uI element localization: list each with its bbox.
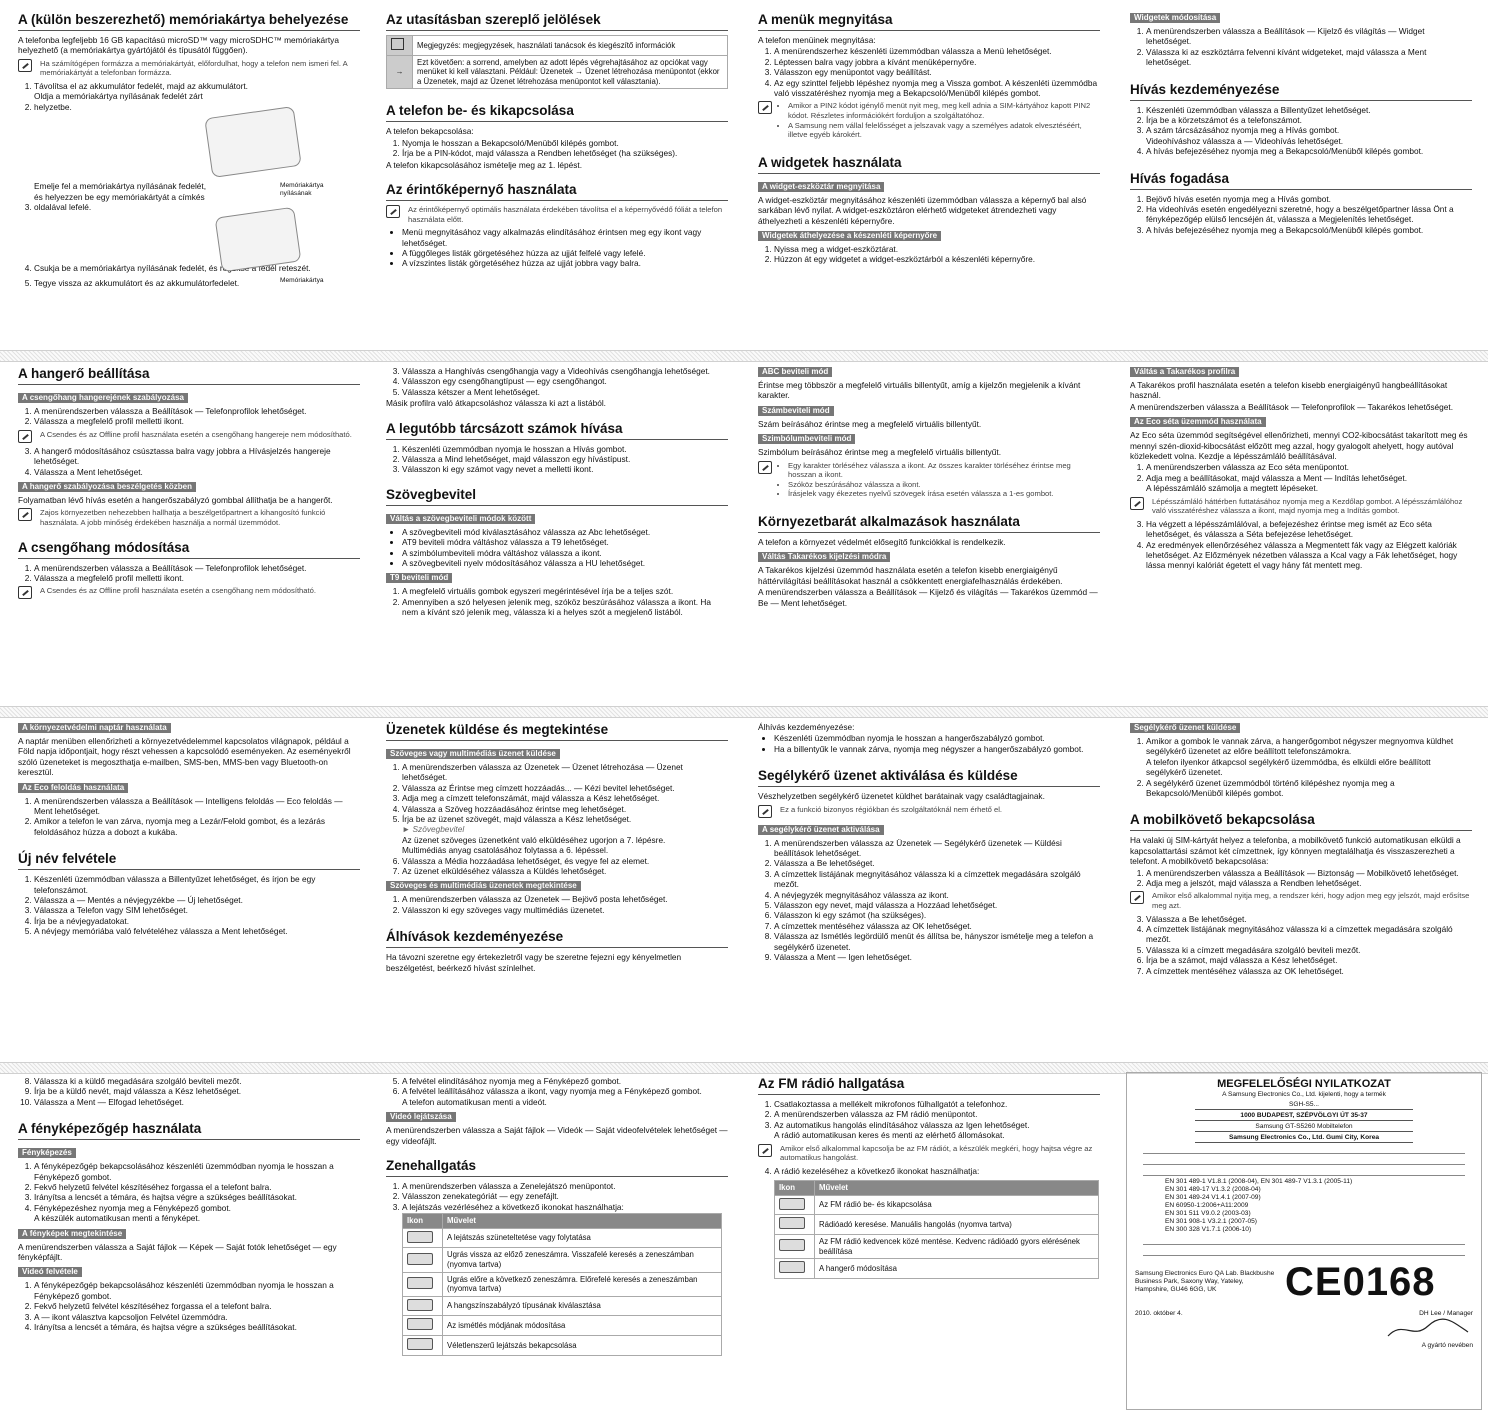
section-title: Környezetbarát alkalmazások használata (758, 514, 1100, 533)
step: 4. Csukja be a memóriakártya nyílásának fedelét, és rögzítse a fedél reteszét. (34, 263, 360, 273)
subsection-title: Az Eco feloldás használata (18, 783, 128, 793)
step: 4. A rádió kezeléséhez a következő ikonokat használhatja: (774, 1166, 1100, 1176)
signatory-title: A gyártó nevében (1421, 1342, 1473, 1350)
panel-menus (758, 12, 1100, 342)
step: 3. A címzettek listájának megnyitásához válassza ki a címzettek megadására szolgáló mezőt. (774, 869, 1100, 890)
panel-eco-walk (1130, 366, 1472, 700)
step: 1. A menürendszerhez készenléti üzemmódban válassza a Menü lehetőséget. (774, 46, 1100, 56)
power-icon (779, 1198, 805, 1210)
step: 1. A fényképezőgép bekapcsolásához készenléti üzemmódban nyomja le hosszan a Fényképező gombot. (34, 1280, 360, 1301)
step: 1. Távolítsa el az akkumulátor fedelét, majd az akkumulátort. (34, 81, 360, 91)
paragraph: A menürendszerben válassza a Saját fájlok — Képek — Saját fotók lehetőséget — egy fényképfájlt. (18, 1241, 337, 1263)
step: 1. Készenléti üzemmódban válassza a Billentyűzet lehetőséget. (1146, 105, 1472, 115)
step: 2. Fekvő helyzetű felvétel készítéséhez forgassa el a telefont balra. (34, 1301, 360, 1311)
note-icon (1130, 891, 1144, 904)
paragraph: A naptár menüben ellenőrizheti a környezetvédelemmel kapcsolatos világnapok, például a Föld napja időpontjait, hogy részt vehessen a kapcsolódó eseményeken. Az eseményekről szóló üzeneteket is megoszthatja e-mailben, SMS-ben, MMS-ben vagy Bluetooth-on keresztül. (18, 736, 351, 778)
paragraph: Másik profilra való átkapcsoláshoz válassza ki azt a listából. (386, 398, 606, 409)
section-title: Szövegbevitel (386, 487, 728, 506)
table-row: A hangerő módosítása (775, 1259, 1099, 1279)
arrow-icon: → (387, 55, 413, 89)
step: 1. A menürendszerben válassza a Beállítások — Telefonprofilok lehetőséget. (34, 406, 360, 416)
step: 1. Bejövő hívás esetén nyomja meg a Hívás gombot. (1146, 194, 1472, 204)
step: 3. A lejátszás vezérléséhez a következő ikonokat használhatja: (402, 1202, 728, 1212)
section-title: A csengőhang módosítása (18, 540, 360, 559)
step: 2. A menürendszerben válassza az FM rádió menüpontot. (774, 1109, 1100, 1119)
note (1130, 891, 1472, 910)
section-title: Hívás kezdeményezése (1130, 82, 1472, 101)
previous-icon (407, 1253, 433, 1265)
standard: EN 301 489-1 V1.8.1 (2008-04), EN 301 489-7 V1.3.1 (2005-11) (1165, 1178, 1353, 1185)
paragraph: Samsung Electronics Euro QA Lab. Blackbushe Business Park, Saxony Way, Yateley, Hampshire, GU46 6GG, UK (1135, 1270, 1275, 1293)
bullet: • AT9 beviteli módra váltáshoz válassza a T9 lehetőséget. (402, 537, 728, 547)
step: 2. Válassza a Be lehetőséget. (774, 858, 1100, 868)
paragraph: Ha valaki új SIM-kártyát helyez a telefonba, a mobilkövető funkció automatikusan elküldi a kapcsolattartási számot két címzettnek, így könnyen megtalálhatja és visszaszerezheti a telefont. A mobilkövető bekapcsolása: (1130, 835, 1461, 867)
paragraph: Vészhelyzetben segélykérő üzenetet küldhet barátainak vagy családtagjainak. (758, 791, 1045, 802)
note-text: Az érintőképernyő optimális használata érdekében távolítsa el a képernyővédő fóliát a telefon használata előtt. (408, 205, 723, 224)
note (18, 430, 360, 443)
next-icon (407, 1277, 433, 1289)
step: 1. A menürendszerben válassza a Beállítások — Biztonság — Mobilkövető lehetőséget. (1146, 868, 1472, 878)
shuffle-icon (407, 1338, 433, 1350)
step: 1. Amikor a gombok le vannak zárva, a hangerőgombot négyszer megnyomva küldhet segélykérő üzenetet az előre beállított telefonszámokra. A telefon ilyenkor átkapcsol segélykérő üzemmódba, és elküldi előre beállított segélykérő üzenetet. (1146, 736, 1472, 778)
step: 2. Írja be a PIN-kódot, majd válassza a Rendben lehetőséget (ha szükséges). (402, 148, 728, 158)
table-row: A hangszínszabályzó típusának kiválasztása (403, 1296, 722, 1316)
subsection-title: Widgetek módosítása (1130, 13, 1220, 23)
paragraph: A widget-eszköztár megnyitásához készenléti üzemmódban válassza a képernyő bal alsó sarkában lévő nyilat. A widget-eszköztáron elérhető widgeteket átrendezheti vagy áthelyezheti a készenléti képernyőre. (758, 194, 1087, 226)
figure-label: Memóriakártya nyílásának (280, 182, 324, 197)
table-header: Művelet (443, 1214, 722, 1229)
step: 1. Csatlakoztassa a mellékelt mikrofonos fülhallgatót a telefonhoz. (774, 1099, 1100, 1109)
step: 2. Amikor a telefon le van zárva, nyomja meg a Lezár/Felold gombot, és a lezárás feloldásához húzza a dobozt a kukába. (34, 816, 360, 837)
note-icon (386, 205, 400, 218)
equalizer-icon (407, 1299, 433, 1311)
step: 2. Amennyiben a szó helyesen jelenik meg, szóköz beszúrásához válassza a ikont. Ha nem a kívánt szó jelenik meg, válassza ki a helyes szót a megjelenő listából. (402, 597, 728, 618)
panel-mobile-tracker (1130, 722, 1472, 1056)
step: 8. Válassza az Ismétlés legördülő menüt és állítsa be, hányszor ismételje meg a telefon a segélykérő üzenetet. (774, 931, 1100, 952)
section-title: A legutóbb tárcsázott számok hívása (386, 421, 728, 440)
subsection-title: Váltás a szövegbeviteli módok között (386, 514, 535, 524)
step: 4. Írja be a névjegyadatokat. (34, 916, 360, 926)
paragraph: Szám beírásához érintse meg a megfelelő virtuális billentyűt. (758, 418, 982, 429)
step: 4. Válassza a Ment lehetőséget. (34, 467, 360, 477)
fold-separator (0, 350, 1488, 362)
step: 4. A névjegyzék megnyitásához válassza az ikont. (774, 890, 1100, 900)
step: 7. A címzettek mentéséhez válassza az OK lehetőséget. (1146, 966, 1472, 976)
panel-ringtone-text (386, 366, 728, 700)
figure-label: Memóriakártya (280, 277, 324, 284)
subsection-title: Váltás Takarékos kijelzési módra (758, 552, 890, 562)
step: 1. Nyissa meg a widget-eszköztárat. (774, 244, 1100, 254)
section-title: Segélykérő üzenet aktiválása és küldése (758, 768, 1100, 787)
subsection-title: Videó lejátszása (386, 1112, 456, 1122)
step: 2. Léptessen balra vagy jobbra a kívánt menüképernyőre. (774, 57, 1100, 67)
note (758, 101, 1100, 140)
note-text: Ha számítógépen formázza a memóriakártyát, előfordulhat, hogy a telefon nem ismeri fel. A memóriakártyát a telefonban formázza. (40, 58, 348, 78)
product-line: Samsung GT-S5260 Mobiltelefon (1195, 1123, 1413, 1132)
standard: EN 300 328 V1.7.1 (2006-10) (1165, 1226, 1252, 1233)
step: 3. A hangerő módosításához csúsztassa balra vagy jobbra a Hívásjelzés hangereje lehetőséget. (34, 446, 360, 467)
panel-volume (18, 366, 360, 700)
paragraph: A telefon kikapcsolásához ismételje meg az 1. lépést. (386, 159, 583, 170)
table-row: Ugrás előre a következő zeneszámra. Előrefelé keresés a zeneszámban (nyomva tartva) (403, 1272, 722, 1296)
subsection-title: Szöveges és multimédiás üzenetek megtekintése (386, 881, 581, 891)
panel-conventions (386, 12, 728, 342)
step: 2. Válasszon zenekategóriát — egy zenefájlt. (402, 1191, 728, 1201)
radio-controls-table (774, 1180, 1099, 1279)
section-title: Az utasításban szereplő jelölések (386, 12, 728, 31)
section-title: Zenehallgatás (386, 1158, 728, 1177)
step: 3. Emelje fel a memóriakártya nyílásának fedelét, és helyezzen be egy memóriakártyát a címkés oldalával lefelé. Memóriakártya (34, 181, 360, 263)
note (1130, 497, 1472, 516)
step: 2. Oldja a memóriakártya nyílásának fedelét zárt helyzetbe. Memóriakártya nyílásának (34, 91, 360, 173)
address-line: 1000 BUDAPEST, SZÉPVÖLGYI ÚT 35-37 (1195, 1112, 1413, 1121)
search-icon (779, 1217, 805, 1229)
section-title: A fényképezőgép használata (18, 1121, 360, 1140)
paragraph: A menürendszerben válassza a Beállítások — Kijelző és világítás — Takarékos üzemmód — Be — Ment lehetőséget. (758, 587, 1098, 608)
step: 1. Nyomja le hosszan a Bekapcsoló/Menüből kilépés gombot. (402, 138, 728, 148)
subsection-title: Váltás a Takarékos profilra (1130, 367, 1239, 377)
step: 1. Készenléti üzemmódban nyomja le hosszan a Hívás gombot. (402, 444, 728, 454)
note-text: • Egy karakter törléséhez válassza a ikont. Az összes karakter törléséhez érintse meg hosszan a ikont. (788, 461, 1100, 480)
section-title: Új név felvétele (18, 851, 360, 870)
step: 2. Válassza a megfelelő profil melletti ikont. (34, 573, 360, 583)
step: 2. Válassza az Érintse meg címzett hozzáadás... — Kézi bevitel lehetőséget. (402, 783, 728, 793)
bullet: • Menü megnyitásához vagy alkalmazás elindításához érintsen meg egy ikont vagy lehetőséget. (402, 227, 728, 248)
subsection-title: A segélykérő üzenet aktiválása (758, 825, 884, 835)
section-title: Üzenetek küldése és megtekintése (386, 722, 728, 741)
paragraph: A telefon menüinek megnyitása: (758, 35, 876, 45)
table-row: Ugrás vissza az előző zeneszámra. Visszafelé keresés a zeneszámban (nyomva tartva) (403, 1248, 722, 1272)
step: 2. Válassza ki az eszköztárra felvenni kívánt widgeteket, majd válassza a Ment lehetőséget. (1146, 47, 1472, 68)
standard: EN 301 511 V9.0.2 (2003-03) (1165, 1210, 1251, 1217)
section-title: A hangerő beállítása (18, 366, 360, 385)
paragraph: Ha távozni szeretne egy értekezletről vagy be szeretne fejezni egy kényelmetlen beszélgetést, beérkező hívást színlelhet. (386, 952, 682, 973)
note-text: Amikor első alkalommal nyitja meg, a rendszer kéri, hogy adjon meg egy jelszót, majd erősítse meg azt. (1152, 891, 1470, 911)
note-text: Zajos környezetben nehezebben hallhatja a beszélgetőpartnert a kihangosító funkció használata. A jobb minőség érdekében használja a normál üzemmódot. (40, 508, 326, 528)
step: 4. Fényképezéshez nyomja meg a Fényképező gombot. A készülék automatikusan menti a fényképet. (34, 1203, 360, 1224)
note-icon (758, 101, 772, 114)
subsection-title: ABC beviteli mód (758, 367, 832, 377)
step: 2. Válasszon ki egy szöveges vagy multimédiás üzenetet. (402, 905, 728, 915)
section-title: A telefon be- és kikapcsolása (386, 103, 728, 122)
fold-separator (0, 706, 1488, 718)
paragraph: A telefonba legfeljebb 16 GB kapacitású microSD™ vagy microSDHC™ memóriakártya helyezhető (a memóriakártya gyártójától és típusától függően). (18, 35, 339, 56)
standard: EN 301 489-17 V1.3.2 (2008-04) (1165, 1186, 1261, 1193)
step: 3. Az automatikus hangolás elindításához válassza az Igen lehetőséget. A rádió automatikusan keres és menti az elérhető állomásokat. (774, 1120, 1100, 1141)
step: 2. Adja meg a beállításokat, majd válassza a Ment — Indítás lehetőséget. A lépésszámláló számolja a megtett lépéseket. (1146, 473, 1472, 494)
music-controls-table (402, 1213, 722, 1355)
subsection-title: Az Eco séta üzemmód használata (1130, 417, 1266, 427)
step: 6. Válassza a Média hozzáadása lehetőséget, és vegye fel az elemet. (402, 856, 728, 866)
ce-mark: CE0168 (1285, 1260, 1436, 1304)
play-pause-icon (407, 1231, 433, 1243)
step: 9. Írja be a küldő nevét, majd válassza a Kész lehetőséget. (34, 1086, 360, 1096)
subsection-title: Szöveges vagy multimédiás üzenet küldése (386, 749, 560, 759)
signature (1383, 1318, 1473, 1340)
step: 6. Válasszon ki egy számot (ha szükséges). (774, 910, 1100, 920)
step: 4. Az egy szinttel feljebb lépéshez nyomja meg a Vissza gombot. A készenléti üzemmódba való visszatéréshez nyomja meg a Bekapcsoló/Menüből kilépés gombot. (774, 78, 1100, 99)
note (758, 1144, 1100, 1163)
standard: EN 60950-1:2006+A11:2009 (1165, 1202, 1249, 1209)
bullet: • A szövegbeviteli mód kiválasztásához válassza az Abc lehetőséget. (402, 527, 728, 537)
section-title: Az FM rádió hallgatása (758, 1076, 1100, 1095)
note-text: • Amikor a PIN2 kódot igénylő menüt nyit meg, meg kell adnia a SIM-kártyához kapott PIN2 kódot. Részletes információkért forduljon a szolgáltatóhoz. (788, 101, 1100, 120)
step: 1. A fényképezőgép bekapcsolásához készenléti üzemmódban nyomja le hosszan a Fényképező gombot. (34, 1161, 360, 1182)
step: 1. A megfelelő virtuális gombok egyszeri megérintésével írja be a teljes szót. (402, 586, 728, 596)
table-header: Művelet (815, 1181, 1099, 1196)
table-row: Az ismétlés módjának módosítása (403, 1316, 722, 1336)
note (18, 59, 360, 78)
paragraph: Álhívás kezdeményezése: (758, 722, 855, 732)
step: 3. Válassza a Hanghívás csengőhangja vagy a Videohívás csengőhangja lehetőséget. (402, 366, 728, 376)
step: 1. A menürendszerben válassza a Beállítások — Intelligens feloldás — Eco feloldás — Ment lehetőséget. (34, 796, 360, 817)
bullet: • A vízszintes listák görgetéséhez húzza az ujját jobbra vagy balra. (402, 258, 728, 268)
step: 4. A címzettek listájának megnyitásához válassza ki a címzettek megadására szolgáló mezőt. (1146, 924, 1472, 945)
panel-messages (386, 722, 728, 1056)
step: 3. A szám tárcsázásához nyomja meg a Hívás gombot. Videohíváshoz válassza a — Videohívás lehetőséget. (1146, 125, 1472, 146)
bullet: • Készenléti üzemmódban nyomja le hosszan a hangerőszabályzó gombot. (774, 733, 1100, 743)
phone-illustration (215, 207, 302, 273)
note-icon-cell (387, 36, 413, 56)
paragraph: Folyamatban lévő hívás esetén a hangerőszabályzó gombbal állíthatja be a hangerőt. (18, 495, 333, 506)
step: 5. Válasszon egy nevet, majd válassza a Hozzáad lehetőséget. (774, 900, 1100, 910)
step: 7. A címzettek mentéséhez válassza az OK lehetőséget. (774, 921, 1100, 931)
paragraph: A Samsung Electronics Co., Ltd. kijelenti, hogy a termék (1222, 1091, 1386, 1098)
section-title: Az érintőképernyő használata (386, 182, 728, 201)
note-text: Lépésszámláló háttérben futtatásához nyomja meg a Kezdőlap gombot. A lépésszámlálóhoz való visszatéréshez válassza a ikont, majd nyomja meg a Indítás gombot. (1152, 496, 1463, 516)
step: 2. Fekvő helyzetű felvétel készítéséhez forgassa el a telefont balra. (34, 1182, 360, 1192)
phone-illustration (204, 106, 301, 178)
subsection-title: Fényképezés (18, 1148, 76, 1158)
table-row: Véletlenszerű lejátszás bekapcsolása (403, 1336, 722, 1356)
panel-declaration (1126, 1072, 1482, 1410)
step: 3. Válassza a Be lehetőséget. (1146, 914, 1472, 924)
step: 7. Az üzenet elküldéséhez válassza a Küldés lehetőséget. (402, 866, 728, 876)
step: 3. A hívás befejezéséhez nyomja meg a Bekapcsoló/Menüből kilépés gombot. (1146, 225, 1472, 235)
step: 1. A menürendszerben válassza az Üzenetek — Segélykérő üzenetek — Küldési beállítások lehetőséget. (774, 838, 1100, 859)
step: 1. A menürendszerben válassza a Beállítások — Telefonprofilok lehetőséget. (34, 563, 360, 573)
note-text: • Írásjelek vagy ékezetes nyelvű szövegek írása esetén válassza a 1-es gombot. (788, 489, 1100, 499)
conventions-row: Megjegyzés: megjegyzések, használati tanácsok és kiegészítő információk (413, 36, 728, 56)
step: 6. A felvétel leállításához válassza a ikont, vagy nyomja meg a Fényképező gombot. A telefon automatikusan menti a videót. (402, 1086, 728, 1107)
subsection-title: A környezetvédelmi naptár használata (18, 723, 171, 733)
subsection-title: A widget-eszköztár megnyitása (758, 182, 884, 192)
table-row: A lejátszás szüneteltetése vagy folytatása (403, 1228, 722, 1248)
paragraph: A menürendszerben válassza a Beállítások — Telefonprofilok — Takarékos lehetőséget. (1130, 401, 1453, 412)
subsection-title: Widgetek áthelyezése a készenléti képernyőre (758, 231, 941, 241)
step: 2. Írja be a körzetszámot és a telefonszámot. (1146, 115, 1472, 125)
table-row: Rádióadó keresése. Manuális hangolás (nyomva tartva) (775, 1215, 1099, 1235)
step: 1. A menürendszerben válassza az Üzenetek — Üzenet létrehozása — Üzenet lehetőséget. (402, 762, 728, 783)
note (18, 586, 360, 599)
panel-eco-calendar (18, 722, 360, 1056)
step: 4. A hívás befejezéséhez nyomja meg a Bekapcsoló/Menüből kilépés gombot. (1146, 146, 1472, 156)
step: 5. A felvétel elindításához nyomja meg a Fényképező gombot. (402, 1076, 728, 1086)
step: 4. Az eredmények ellenőrzéséhez válassza a Megmentett fák vagy az Elégzett kalóriák lehetőséget. Az Előzmények nézetben válassza a Kcal vagy a Fák lehetőséget, hogy lássa mennyi kalóriát égetett el vagy hány fát mentett meg. (1146, 540, 1472, 571)
section-title: A menük megnyitása (758, 12, 1100, 31)
panel-camera (18, 1076, 360, 1410)
note (758, 461, 1100, 500)
step: 1. A menürendszerben válassza az Eco séta menüpontot. (1146, 462, 1472, 472)
step: 4. Válasszon egy csengőhangtípust — egy csengőhangot. (402, 376, 728, 386)
note-text: • Szóköz beszúrásához válassza a ikont. (788, 480, 1100, 490)
paragraph: A Takarékos kijelzési üzemmód használata esetén a telefon kisebb energiaigényű háttérvilágítási beállításokat használ a csökkentett energiafelhasználás érdekében. (758, 565, 1063, 586)
note-icon (758, 1144, 772, 1157)
standard: EN 301 489-24 V1.4.1 (2007-09) (1165, 1194, 1261, 1201)
step: 4. Válassza a Szöveg hozzáadásához érintse meg lehetőséget. (402, 804, 728, 814)
step: 3. Ha végzett a lépésszámlálóval, a befejezéshez érintse meg ismét az Eco séta lehetőséget, és válassza a Séta befejezése lehetőséget. (1146, 519, 1472, 540)
note-text: Amikor első alkalommal kapcsolja be az FM rádiót, a készülék megkéri, hogy hajtsa végre az automatikus hangolást. (780, 1143, 1093, 1163)
panel-calls (1130, 12, 1472, 342)
conventions-table (386, 35, 728, 89)
manufacturer-line: Samsung Electronics Co., Ltd. Gumi City, Korea (1195, 1134, 1413, 1143)
step: 1. A menürendszerben válassza a Zenelejátszó menüpontot. (402, 1181, 728, 1191)
section-title: Álhívások kezdeményezése (386, 929, 728, 948)
conventions-row: Ezt követően: a sorrend, amelyben az adott lépés végrehajtásához az opciókat vagy menüket ki kell választani. Például: Üzenetek → Üzenet létrehozása menüpontot (ekkor a Üzenetek, majd az Üzenet létrehozása menüpontot kell választania). (413, 55, 728, 89)
step: 5. A névjegy memóriába való felvételéhez válassza a Ment lehetőséget. (34, 926, 360, 936)
subsection-title: T9 beviteli mód (386, 573, 452, 583)
note-icon (758, 805, 772, 818)
subsection-title: A csengőhang hangerejének szabályozása (18, 393, 188, 403)
panel-fm-radio (758, 1076, 1100, 1410)
paragraph: A telefon a környezet védelmét elősegítő funkciókkal is rendelkezik. (758, 537, 1006, 547)
paragraph: Az Eco séta üzemmód segítségével ellenőrizheti, mennyi CO2-kibocsátást takarított meg és mennyi szén-dioxid-kibocsátást előzött meg azzal, hogy gyalogolt ahelyett, hogy autóval közlekedett volna. Kezdje a lépésszámláló beállításával. (1130, 430, 1468, 462)
standard: EN 301 908-1 V3.2.1 (2007-05) (1165, 1218, 1258, 1225)
section-title: Hívás fogadása (1130, 171, 1472, 190)
table-header: Ikon (403, 1214, 443, 1229)
paragraph: A menürendszerben válassza a Saját fájlok — Videók — Saját videofelvételek lehetőséget — egy videofájlt. (386, 1125, 728, 1146)
bullet: • A szimbólumbeviteli módra váltáshoz válassza a ikont. (402, 548, 728, 558)
panel-sos (758, 722, 1100, 1056)
note (386, 205, 728, 224)
favorite-icon (779, 1239, 805, 1251)
step: 2. Válassza a — Mentés a névjegyzékbe — Új lehetőséget. (34, 895, 360, 905)
step: 3. Adja meg a címzett telefonszámát, majd válassza a Kész lehetőséget. (402, 793, 728, 803)
step: 1. Készenléti üzemmódban válassza a Billentyűzet lehetőséget, és írjon be egy telefonszámot. (34, 874, 360, 895)
note-text: A Csendes és az Offline profil használata esetén a csengőhang hangereje nem módosítható. (40, 429, 352, 439)
subsection-title: A hangerő szabályozása beszélgetés közben (18, 482, 196, 492)
note-icon (18, 508, 32, 521)
section-title: A mobilkövető bekapcsolása (1130, 812, 1472, 831)
panel-music (386, 1076, 728, 1410)
note-icon (18, 586, 32, 599)
table-row: Az FM rádió be- és kikapcsolása (775, 1195, 1099, 1215)
panel-memory-card (18, 12, 360, 342)
bullet: • Ha a billentyűk le vannak zárva, nyomja meg négyszer a hangerőszabályzó gombot. (774, 744, 1100, 754)
paragraph: A telefon bekapcsolása: (386, 126, 474, 137)
step: 4. Irányítsa a lencsét a témára, és hajtsa végre a szükséges beállításokat. (34, 1322, 360, 1332)
volume-icon (779, 1261, 805, 1273)
declaration-title: MEGFELELŐSÉGI NYILATKOZAT (1217, 1078, 1391, 1090)
step: 2. A segélykérő üzenet üzemmódból történő kilépéshez nyomja meg a Bekapcsoló/Menüből kilépés gombot. (1146, 778, 1472, 799)
table-header: Ikon (775, 1181, 815, 1196)
repeat-icon (407, 1318, 433, 1330)
step: 3. Válassza a Telefon vagy SIM lehetőséget. (34, 905, 360, 915)
note-icon (18, 59, 32, 72)
step: 3. Válasszon egy menüpontot vagy beállítást. (774, 67, 1100, 77)
step: 2. Adja meg a jelszót, majd válassza a Rendben lehetőséget. (1146, 878, 1472, 888)
paragraph: Szimbólum beírásához érintse meg a megfelelő virtuális billentyűt. (758, 447, 1002, 458)
product-line: SGH-S5... (1195, 1101, 1413, 1110)
note-text: Ez a funkció bizonyos régiókban és szolgáltatóknál nem érhető el. (780, 804, 1003, 814)
step: 8. Válassza ki a küldő megadására szolgáló beviteli mezőt. (34, 1076, 360, 1086)
step: 1. A menürendszerben válassza a Beállítások — Kijelző és világítás — Widget lehetőséget. (1146, 26, 1472, 47)
note (758, 805, 1100, 818)
step: 2. Válassza a megfelelő profil melletti ikont. (34, 416, 360, 426)
panel-input-eco (758, 366, 1100, 700)
step: 6. Írja be a számot, majd válassza a Kész lehetőséget. (1146, 955, 1472, 965)
note-text: • A Samsung nem vállal felelősséget a jelszavak vagy a személyes adatok elvesztéséért, illetve egyéb károkért. (788, 121, 1100, 140)
note-text: A Csendes és az Offline profil használata esetén a csengőhang nem módosítható. (40, 586, 316, 596)
section-title: A (külön beszerezhető) memóriakártya behelyezése (18, 12, 360, 31)
subsection-title: A fényképek megtekintése (18, 1229, 126, 1239)
date: 2010. október 4. (1135, 1310, 1183, 1317)
step: 3. A — ikont választva kapcsoljon Felvétel üzemmódra. (34, 1312, 360, 1322)
step: 5. Tegye vissza az akkumulátort és az akkumulátorfedelet. (34, 278, 360, 288)
note-icon (18, 430, 32, 443)
signatory: DH Lee / Manager (1419, 1310, 1473, 1317)
step: 5. Válassza ki a címzett megadására szolgáló beviteli mezőt. (1146, 945, 1472, 955)
note-icon (758, 461, 772, 474)
step: 3. Irányítsa a lencsét a témára, és hajtsa végre a szükséges beállításokat. (34, 1192, 360, 1202)
step: 2. Válassza a Mind lehetőséget, majd válasszon egy hívástípust. (402, 454, 728, 464)
paragraph: Érintse meg többször a megfelelő virtuális billentyűt, amíg a kijelzőn megjelenik a kívánt karakter. (758, 380, 1081, 401)
step: 2. Ha videohívás esetén engedélyezni szeretné, hogy a beszélgetőpartner lássa Önt a fényképezőgép elülső lencséjén át, válassza a Megjelenítés lehetőséget. (1146, 204, 1472, 225)
note (18, 508, 360, 527)
subsection-title: Segélykérő üzenet küldése (1130, 723, 1240, 733)
step: 9. Válassza a Ment — Igen lehetőséget. (774, 952, 1100, 962)
note-icon (1130, 497, 1144, 510)
paragraph: A Takarékos profil használata esetén a telefon kisebb energiaigényű hangbeállításokat használ. (1130, 380, 1448, 401)
subsection-title: Szimbólumbeviteli mód (758, 434, 855, 444)
subsection-title: Számbeviteli mód (758, 406, 834, 416)
step: 5. Válassza kétszer a Ment lehetőséget. (402, 387, 728, 397)
table-row: Az FM rádió kedvencek közé mentése. Kedvenc rádióadó gyors elérésének beállítása (775, 1235, 1099, 1259)
step: 1. A menürendszerben válassza az Üzenetek — Bejövő posta lehetőséget. (402, 894, 728, 904)
bullet: • A szövegbeviteli nyelv módosításához válassza a HU lehetőséget. (402, 558, 728, 568)
step: 3. Válasszon ki egy számot vagy nevet a melletti ikont. (402, 464, 728, 474)
subsection-title: Videó felvétele (18, 1267, 82, 1277)
bullet: • A függőleges listák görgetéséhez húzza az ujját felfelé vagy lefelé. (402, 248, 728, 258)
step: 10. Válassza a Ment — Elfogad lehetőséget. (34, 1097, 360, 1107)
section-title: A widgetek használata (758, 155, 1100, 174)
step: 2. Húzzon át egy widgetet a widget-eszköztárból a készenléti képernyőre. (774, 254, 1100, 264)
step: 5. Írja be az üzenet szövegét, majd válassza a Kész lehetőséget. ► Szövegbevitel Az üzenet szöveges üzenetként való elküldéséhez ugorjon a 7. lépésre. Multimédiás anyag csatolásához folytassa a 6. lépéssel. (402, 814, 728, 856)
